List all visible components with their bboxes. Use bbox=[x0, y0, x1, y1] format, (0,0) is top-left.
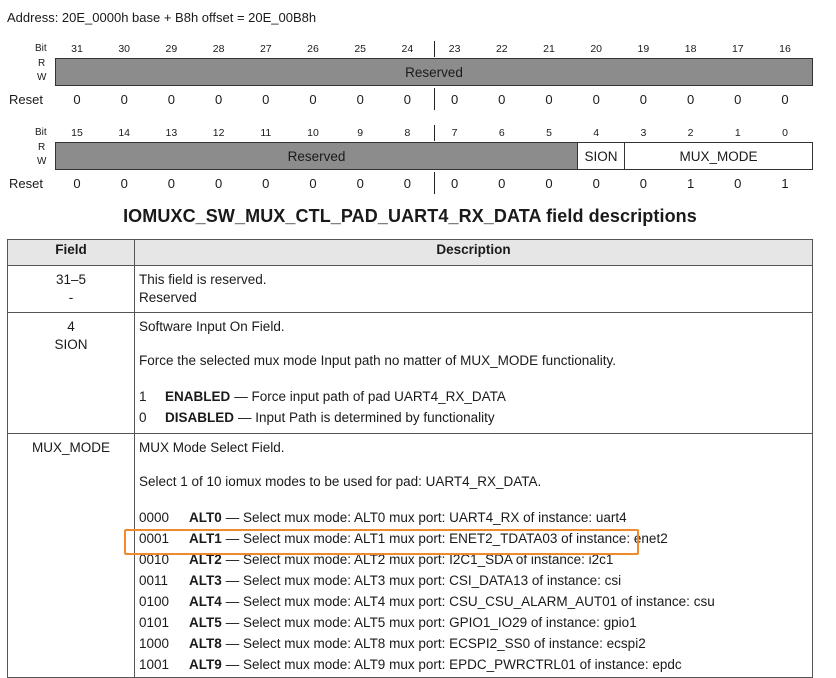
bit-number: 8 bbox=[404, 127, 411, 139]
enum-text: — Select mux mode: ALT0 mux port: UART4_RX of instance: uart4 bbox=[225, 510, 627, 525]
bit-number: 0 bbox=[782, 127, 788, 139]
upper-reserved-field: Reserved bbox=[55, 58, 813, 86]
r-label-upper: R bbox=[38, 58, 46, 69]
reset-value: 0 bbox=[781, 92, 789, 107]
reset-value: 0 bbox=[214, 92, 223, 107]
enum-value: 0100 bbox=[139, 594, 170, 609]
sion-field: SION bbox=[577, 142, 625, 170]
w-label-upper: W bbox=[37, 72, 47, 83]
table-row bbox=[8, 434, 813, 678]
reset-value: 0 bbox=[403, 176, 411, 191]
field-name: MUX_MODE bbox=[31, 440, 110, 455]
reset-value: 0 bbox=[498, 92, 506, 107]
mux-mode-field: MUX_MODE bbox=[624, 142, 813, 170]
enum-value: 1 bbox=[139, 389, 147, 404]
description-text: Software Input On Field. bbox=[139, 319, 285, 334]
field-name: - bbox=[68, 290, 74, 305]
bit-number: 23 bbox=[448, 43, 461, 55]
lower-reserved-field: Reserved bbox=[55, 142, 578, 170]
bit-number: 18 bbox=[684, 43, 697, 55]
bit-label-upper: Bit bbox=[35, 43, 47, 54]
reset-value: 0 bbox=[309, 176, 317, 191]
table-row bbox=[8, 313, 813, 434]
reset-label-upper: Reset bbox=[9, 92, 43, 107]
field-descriptions-table bbox=[7, 239, 813, 678]
enum-text: — Select mux mode: ALT3 mux port: CSI_DATA13 of instance: csi bbox=[225, 573, 622, 588]
reset-value: 0 bbox=[73, 176, 81, 191]
enum-value: 0101 bbox=[139, 615, 170, 630]
enum-value: 1001 bbox=[139, 657, 170, 672]
reset-value: 0 bbox=[592, 176, 600, 191]
enum-name: ALT4 bbox=[189, 594, 222, 609]
address-line: Address: 20E_0000h base + B8h offset = 20E_00B8h bbox=[7, 10, 317, 25]
enum-value: 0001 bbox=[139, 531, 170, 546]
reset-value: 0 bbox=[262, 176, 270, 191]
enum-value: 0011 bbox=[139, 573, 169, 588]
bit-number: 5 bbox=[546, 127, 552, 139]
reset-value: 0 bbox=[686, 92, 695, 107]
reset-value: 0 bbox=[450, 176, 459, 191]
enum-text: — Force input path of pad UART4_RX_DATA bbox=[234, 389, 506, 404]
reset-value: 0 bbox=[120, 92, 128, 107]
field-cell bbox=[8, 266, 135, 313]
enum-name: ALT9 bbox=[189, 657, 222, 672]
enum-text: — Select mux mode: ALT1 mux port: ENET2_TDATA03 of instance: enet2 bbox=[225, 531, 668, 546]
enum-item bbox=[139, 591, 808, 612]
w-label-lower: W bbox=[37, 156, 47, 167]
reset-value: 0 bbox=[734, 176, 742, 191]
reset-value: 0 bbox=[120, 176, 128, 191]
reset-label-lower: Reset bbox=[9, 176, 43, 191]
enum-name: ALT8 bbox=[189, 636, 222, 651]
reset-value: 0 bbox=[450, 92, 459, 107]
r-label-lower: R bbox=[38, 142, 46, 153]
bit-number: 3 bbox=[640, 127, 647, 139]
reset-value: 0 bbox=[498, 176, 506, 191]
bit-number: 27 bbox=[259, 43, 272, 55]
table-title: IOMUXC_SW_MUX_CTL_PAD_UART4_RX_DATA field descriptions bbox=[123, 206, 697, 226]
description-cell bbox=[135, 434, 813, 678]
bit-number: 30 bbox=[118, 43, 131, 55]
bit-number: 25 bbox=[354, 43, 367, 55]
bit-number: 20 bbox=[590, 43, 603, 55]
description-cell bbox=[135, 266, 813, 313]
enum-text: — Select mux mode: ALT9 mux port: EPDC_PWRCTRL01 of instance: epdc bbox=[225, 657, 682, 672]
reset-value: 1 bbox=[686, 176, 695, 191]
reset-value: 0 bbox=[167, 92, 175, 107]
enum-name: ALT1 bbox=[189, 531, 222, 546]
header-description: Description bbox=[135, 240, 813, 266]
header-field: Field bbox=[8, 240, 135, 266]
field-bits: 31–5 bbox=[55, 272, 87, 287]
enum-value: 0010 bbox=[139, 552, 170, 567]
enum-name: ALT3 bbox=[189, 573, 222, 588]
enum-item bbox=[139, 407, 808, 428]
description-text: This field is reserved. bbox=[139, 272, 267, 287]
enum-value: 1000 bbox=[139, 636, 170, 651]
enum-item bbox=[139, 386, 808, 407]
bit-number: 13 bbox=[165, 127, 178, 139]
reset-value: 0 bbox=[214, 176, 223, 191]
reset-value: 0 bbox=[639, 176, 647, 191]
reset-value: 0 bbox=[356, 176, 364, 191]
enum-text: — Select mux mode: ALT2 mux port: I2C1_SDA of instance: i2c1 bbox=[225, 552, 614, 567]
reset-value: 1 bbox=[781, 176, 789, 191]
field-cell bbox=[8, 313, 135, 434]
enum-text: — Input Path is determined by functionality bbox=[238, 410, 495, 425]
bit-number: 14 bbox=[118, 127, 131, 139]
bit-number: 29 bbox=[165, 43, 178, 55]
reset-value: 0 bbox=[262, 92, 270, 107]
bit-number: 15 bbox=[71, 127, 83, 139]
reset-value: 0 bbox=[592, 92, 600, 107]
enum-name: ALT5 bbox=[189, 615, 222, 630]
bit-number: 1 bbox=[734, 127, 741, 139]
bit-label-lower: Bit bbox=[35, 127, 47, 138]
byte-divider bbox=[434, 172, 435, 194]
bit-number: 9 bbox=[357, 127, 364, 139]
reset-value: 0 bbox=[403, 92, 411, 107]
description-cell bbox=[135, 313, 813, 434]
enum-text: — Select mux mode: ALT4 mux port: CSU_CSU_ALARM_AUT01 of instance: csu bbox=[225, 594, 715, 609]
bit-number: 7 bbox=[451, 127, 458, 139]
highlight-box bbox=[124, 529, 639, 555]
enum-name: DISABLED bbox=[165, 410, 235, 425]
table-row bbox=[8, 266, 813, 313]
enum-name: ALT2 bbox=[189, 552, 222, 567]
enum-item bbox=[139, 633, 808, 654]
bit-number: 19 bbox=[637, 43, 650, 55]
enum-item bbox=[139, 612, 808, 633]
bit-number: 21 bbox=[543, 43, 555, 55]
description-text: Select 1 of 10 iomux modes to be used for pad: UART4_RX_DATA. bbox=[139, 474, 542, 489]
enum-text: — Select mux mode: ALT5 mux port: GPIO1_IO29 of instance: gpio1 bbox=[225, 615, 637, 630]
bit-number: 24 bbox=[401, 43, 414, 55]
reset-value: 0 bbox=[167, 176, 175, 191]
bit-number: 17 bbox=[731, 43, 744, 55]
description-text: Force the selected mux mode Input path no matter of MUX_MODE functionality. bbox=[139, 353, 616, 368]
bit-number: 26 bbox=[307, 43, 319, 55]
description-text: Reserved bbox=[139, 290, 197, 305]
bit-number: 22 bbox=[495, 43, 508, 55]
byte-divider bbox=[434, 125, 435, 141]
bit-number: 31 bbox=[71, 43, 83, 55]
bit-number: 16 bbox=[779, 43, 791, 55]
reset-value: 0 bbox=[734, 92, 742, 107]
enum-item bbox=[139, 654, 808, 675]
enum-value: 0 bbox=[139, 410, 147, 425]
reset-value: 0 bbox=[545, 92, 553, 107]
field-cell bbox=[8, 434, 135, 678]
bit-number: 11 bbox=[260, 127, 272, 139]
enum-item bbox=[139, 570, 808, 591]
enum-item bbox=[139, 507, 808, 528]
reset-value: 0 bbox=[309, 92, 317, 107]
bit-number: 6 bbox=[498, 127, 505, 139]
bit-number: 28 bbox=[212, 43, 225, 55]
reset-value: 0 bbox=[356, 92, 364, 107]
bit-number: 4 bbox=[593, 127, 600, 139]
byte-divider bbox=[434, 88, 435, 110]
enum-text: — Select mux mode: ALT8 mux port: ECSPI2_SS0 of instance: ecspi2 bbox=[225, 636, 646, 651]
bit-number: 10 bbox=[307, 127, 319, 139]
reset-value: 0 bbox=[545, 176, 553, 191]
bit-number: 2 bbox=[687, 127, 694, 139]
enum-value: 0000 bbox=[139, 510, 170, 525]
field-name: SION bbox=[54, 337, 88, 352]
enum-name: ALT0 bbox=[189, 510, 222, 525]
enum-name: ENABLED bbox=[165, 389, 231, 404]
reset-value: 0 bbox=[73, 92, 81, 107]
bit-number: 12 bbox=[212, 127, 225, 139]
description-text: MUX Mode Select Field. bbox=[139, 440, 285, 455]
field-bits: 4 bbox=[67, 319, 75, 334]
byte-divider bbox=[434, 41, 435, 57]
reset-value: 0 bbox=[639, 92, 647, 107]
